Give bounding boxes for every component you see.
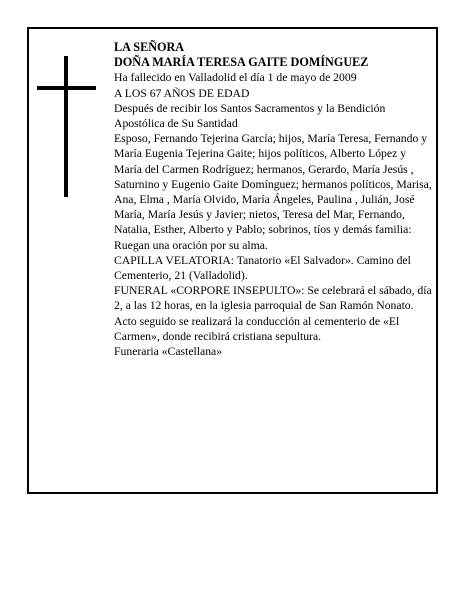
deceased-name: DOÑA MARÍA TERESA GAITE DOMÍNGUEZ	[114, 55, 369, 70]
cross-icon-vertical-bar	[64, 56, 68, 197]
sacraments-statement: Después de recibir los Santos Sacramentos y la Bendición Apostólica de Su Santidad	[114, 101, 386, 131]
death-statement: Ha fallecido en Valladolid el día 1 de mayo de 2009	[114, 71, 357, 85]
obituary-text	[114, 40, 432, 359]
prayer-request: Ruegan una oración por su alma.	[114, 238, 268, 252]
cross-icon-horizontal-bar	[37, 86, 96, 90]
funeral-home: Funeraria «Castellana»	[114, 345, 223, 359]
funeral-info: FUNERAL «CORPORE INSEPULTO»: Se celebrará el sábado, día 2, a las 12 horas, en la iglesia parroquial de San Ramón Nonato. Acto seguido se realizará la conducción al cementerio de «El Carmen», donde recibirá cristiana sepultura.	[114, 284, 432, 343]
age-statement: A LOS 67 AÑOS DE EDAD	[114, 86, 250, 100]
family-list: Esposo, Fernando Tejerina García; hijos, María Teresa, Fernando y María Eugenia Tejerina Gaite; hijos políticos, Alberto López y María del Carmen Rodríguez; hermanos, Gerardo, María Jesús , Saturnino y Eugenio Gaite Domínguez; hermanos políticos, Marisa, Ana, Elma , María Olvido, María Ángeles, Paulina , Julián, José María, María Jesús y Javier; nietos, Teresa del Mar, Fernando, Natalia, Esther, Alberto y Pablo; sobrinos, tíos y demás familia:	[114, 132, 432, 237]
chapel-info: CAPILLA VELATORIA: Tanatorio «El Salvador». Camino del Cementerio, 21 (Valladolid).	[114, 253, 411, 283]
obituary-title: LA SEÑORA	[114, 40, 185, 54]
